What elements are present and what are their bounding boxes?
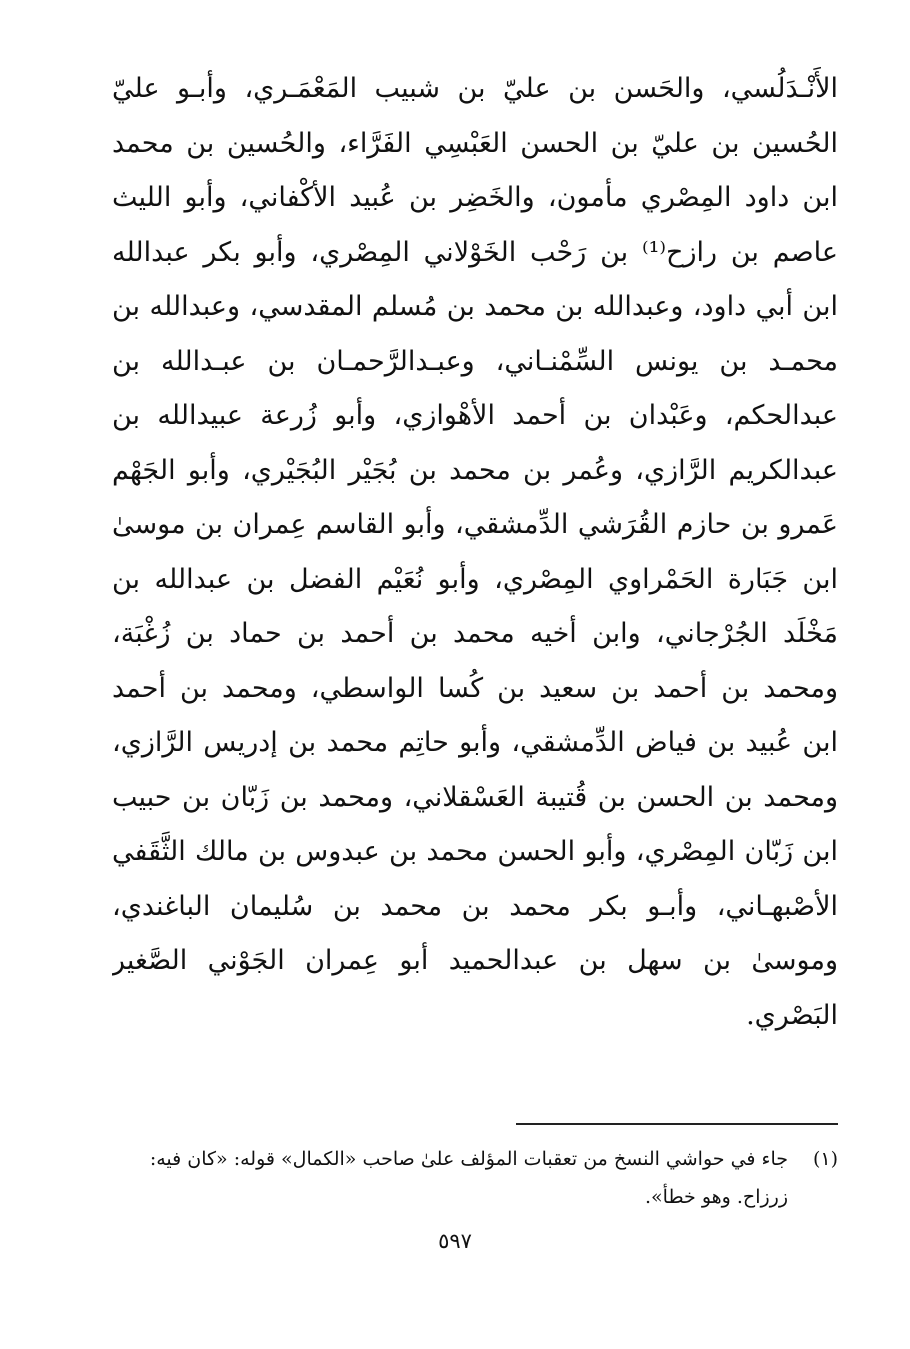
- text-line-17: وموسىٰ بن سهل بن عبدالحميد أبو عِمران الجَوْني الصَّغير: [112, 945, 838, 976]
- footnote-1-text: جاء في حواشي النسخ من تعقبات المؤلف علىٰ صاحب «الكمال» قوله: «كان فيه:: [149, 1148, 788, 1170]
- text-line-12: ومحمد بن أحمد بن سعيد بن كُسا الواسطي، ومحمد بن أحمد: [112, 672, 838, 704]
- text-line-1: الأَنْـدَلُسي، والحَسن بن عليّ بن شبيب المَعْمَـري، وأبـو عليّ: [112, 73, 838, 104]
- text-line-7: عبدالحكم، وعَبْدان بن أحمد الأهْوازي، وأبو زُرعة عبيدالله بن: [112, 400, 838, 431]
- footnote-1-line-2: زرزاح. وهو خطأ».: [645, 1186, 788, 1208]
- footnote-1-line-1: [112, 1140, 838, 1178]
- page-number: ٥٩٧: [438, 1229, 472, 1253]
- text-line-6: محمـد بن يونس السِّمْنـاني، وعبـدالرَّحمـان بن عبـدالله بن: [112, 345, 838, 377]
- text-line-11: مَخْلَد الجُرْجاني، وابن أخيه محمد بن أحمد بن حماد بن زُغْبَة،: [112, 618, 838, 649]
- text-line-2: الحُسين بن عليّ بن الحسن العَبْسِي الفَرَّاء، والحُسين بن محمد: [112, 127, 838, 159]
- text-line-13: ابن عُبيد بن فياض الدِّمشقي، وأبو حاتِم محمد بن إدريس الرَّازي،: [112, 727, 838, 758]
- text-line-5: ابن أبي داود، وعبدالله بن محمد بن مُسلم المقدسي، وعبدالله بن: [112, 291, 838, 322]
- text-line-8: عبدالكريم الرَّازي، وعُمر بن محمد بن بُجَيْر البُجَيْري، وأبو الجَهْم: [112, 454, 838, 486]
- text-line-4: عاصم بن رازح⁽¹⁾ بن رَحْب الخَوْلاني المِصْري، وأبو بكر عبدالله: [112, 236, 838, 268]
- text-line-16: الأصْبهـاني، وأبـو بكر محمد بن محمد بن سُليمان الباغندي،: [112, 890, 838, 922]
- text-line-18: البَصْري.: [746, 999, 838, 1031]
- text-line-3: ابن داود المِصْري مأمون، والخَضِر بن عُبيد الأكْفاني، وأبو الليث: [112, 182, 838, 213]
- footnote-separator: [516, 1123, 838, 1125]
- text-line-10: ابن جَبَارة الحَمْراوي المِصْري، وأبو نُعَيْم الفضل بن عبدالله بن: [112, 563, 838, 595]
- text-line-9: عَمرو بن حازم القُرَشي الدِّمشقي، وأبو القاسم عِمران بن موسىٰ: [112, 509, 838, 540]
- footnotes-block: [112, 1140, 838, 1216]
- main-text-block: [112, 62, 838, 1043]
- footnote-1-marker: (١): [812, 1148, 838, 1170]
- text-line-14: ومحمد بن الحسن بن قُتيبة العَسْقلاني، ومحمد بن زَبّان بن حبيب: [112, 781, 838, 813]
- text-line-15: ابن زَبّان المِصْري، وأبو الحسن محمد بن عبدوس بن مالك الثَّقَفي: [112, 836, 838, 867]
